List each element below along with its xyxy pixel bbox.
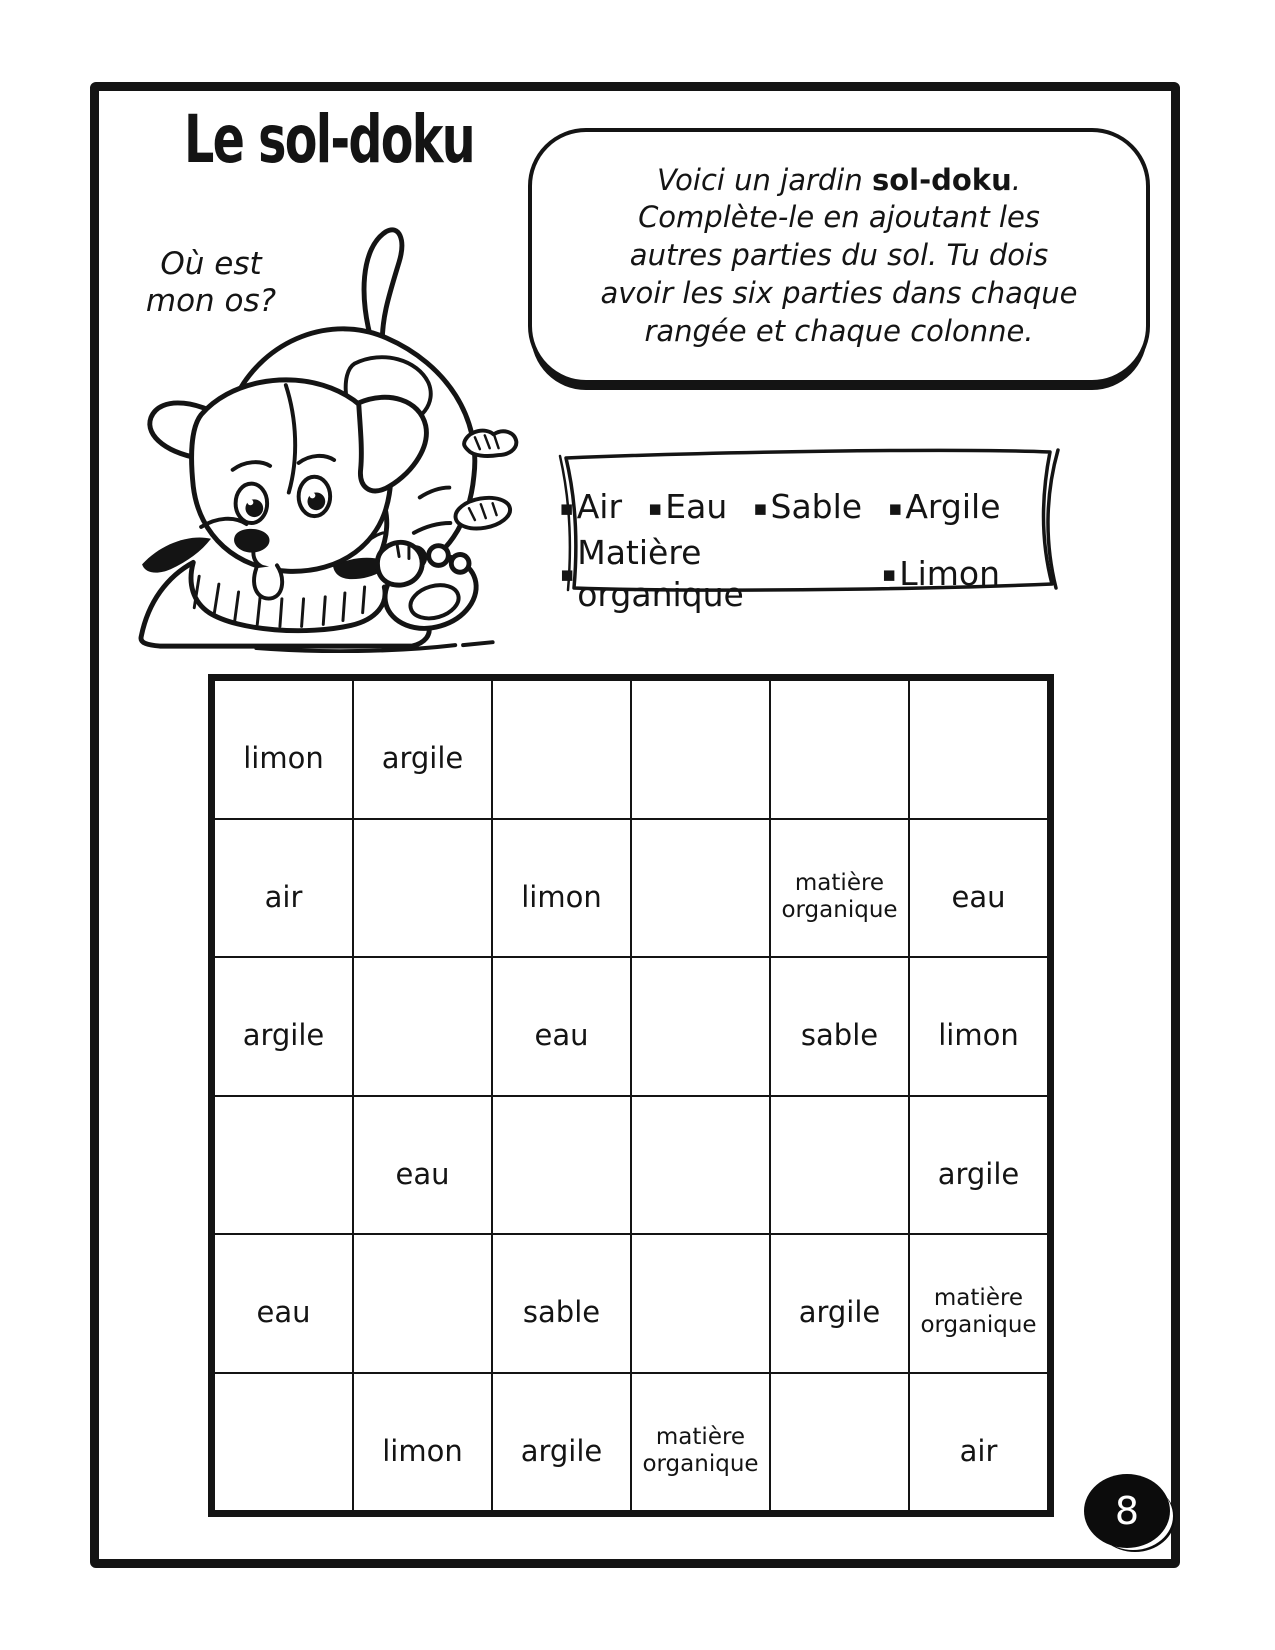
grid-cell-text: argile (520, 1433, 603, 1468)
grid-cell-r3c3 (492, 957, 631, 1096)
grid-cell-r3c2[interactable] (353, 957, 492, 1096)
word-bank-label: Matière organique (577, 533, 744, 614)
grid-cell-r4c1[interactable] (214, 1096, 353, 1235)
grid-cell-r6c2 (353, 1373, 492, 1512)
grid-cell-text: eau (256, 1295, 311, 1330)
instruction-line4: avoir les six parties dans chaque (600, 275, 1078, 310)
grid-cell-r4c5[interactable] (770, 1096, 909, 1235)
grid-cell-r2c6 (909, 819, 1048, 958)
word-bank-item-limon (882, 532, 1000, 615)
grid-cell-r3c5 (770, 957, 909, 1096)
grid-cell-r5c4[interactable] (631, 1234, 770, 1373)
grid-cell-r6c6 (909, 1373, 1048, 1512)
word-bank (560, 486, 1000, 615)
grid-cell-text: limon (243, 741, 324, 776)
instruction-bubble (528, 128, 1150, 384)
bullet-icon: ▪ (753, 495, 768, 520)
grid-cell-r4c3[interactable] (492, 1096, 631, 1235)
page-number-badge (1084, 1474, 1170, 1548)
grid-cell-r2c3 (492, 819, 631, 958)
grid-cell-r2c1 (214, 819, 353, 958)
instruction-line1 (657, 162, 1021, 200)
grid-cell-r1c2 (353, 680, 492, 819)
grid-cell-r5c5 (770, 1234, 909, 1373)
word-bank-label: Argile (905, 487, 1001, 526)
soldoku-grid (208, 674, 1054, 1517)
grid-cell-text: limon (382, 1433, 463, 1468)
instruction-line1-suffix: . (1011, 162, 1021, 197)
dog-speech-line2: mon os? (145, 283, 277, 320)
grid-cell-text: eau (395, 1156, 450, 1191)
grid-cell-text: argile (381, 741, 464, 776)
grid-cell-r5c3 (492, 1234, 631, 1373)
grid-cell-text: sable (800, 1018, 879, 1053)
grid-cell-text: argile (937, 1156, 1020, 1191)
puppy-digging-illustration (138, 200, 542, 653)
word-bank-item-sable (753, 486, 862, 527)
grid-cell-r4c4[interactable] (631, 1096, 770, 1235)
grid-cell-r1c4[interactable] (631, 680, 770, 819)
grid-cell-r3c1 (214, 957, 353, 1096)
page-number: 8 (1114, 1489, 1140, 1533)
grid-cell-r1c6[interactable] (909, 680, 1048, 819)
instruction-line2: Complète-le en ajoutant les (638, 200, 1040, 235)
grid-cell-text: limon (938, 1018, 1019, 1053)
grid-cell-r5c2[interactable] (353, 1234, 492, 1373)
word-bank-item-argile (888, 486, 1000, 527)
dog-tail (364, 230, 402, 346)
bullet-icon: ▪ (881, 562, 897, 587)
grid-cell-text: air (264, 879, 303, 914)
grid-cell-text: matière organique (642, 1423, 759, 1477)
grid-cell-r6c1[interactable] (214, 1373, 353, 1512)
grid-cell-r1c5[interactable] (770, 680, 909, 819)
grid-cell-text: argile (798, 1295, 881, 1330)
grid-cell-text: matière organique (781, 869, 898, 923)
bullet-icon: ▪ (888, 495, 903, 520)
grid-cell-r6c3 (492, 1373, 631, 1512)
grid-cell-text: limon (521, 879, 602, 914)
grid-cell-r2c5 (770, 819, 909, 958)
word-bank-label: Sable (770, 487, 863, 526)
grid-cell-text: sable (522, 1295, 601, 1330)
grid-cell-text: air (959, 1433, 998, 1468)
bullet-icon: ▪ (560, 562, 575, 587)
grid-cell-r5c6 (909, 1234, 1048, 1373)
grid-cell-r1c1 (214, 680, 353, 819)
grid-cell-text: eau (534, 1018, 589, 1053)
word-bank-item-matiere-organique (560, 532, 848, 615)
grid-cell-r4c2 (353, 1096, 492, 1235)
grid-cell-text: matière organique (920, 1285, 1037, 1339)
grid-cell-r3c6 (909, 957, 1048, 1096)
grid-cell-r2c4[interactable] (631, 819, 770, 958)
word-bank-label: Eau (665, 487, 728, 526)
bullet-icon: ▪ (559, 495, 574, 520)
bullet-icon: ▪ (648, 495, 663, 520)
instruction-line1-bold: sol-doku (871, 162, 1012, 197)
grid-cell-text: eau (951, 879, 1006, 914)
instruction-line5: rangée et chaque colonne. (644, 313, 1034, 348)
word-bank-label: Limon (899, 553, 1000, 593)
word-bank-row1 (560, 486, 1001, 527)
grid-cell-text: argile (242, 1018, 325, 1053)
grid-cell-r5c1 (214, 1234, 353, 1373)
grid-cell-r6c5[interactable] (770, 1373, 909, 1512)
word-bank-item-eau (648, 486, 727, 527)
grid-cell-r6c4 (631, 1373, 770, 1512)
grid-cell-r3c4[interactable] (631, 957, 770, 1096)
grid-cell-r1c3[interactable] (492, 680, 631, 819)
word-bank-row2 (560, 532, 1000, 615)
instruction-line1-prefix: Voici un jardin (657, 162, 872, 197)
dog-speech-line1: Où est (160, 246, 262, 282)
instruction-line3: autres parties du sol. Tu dois (629, 238, 1049, 273)
front-paw (377, 542, 422, 585)
page-title: Le sol-doku (184, 102, 474, 179)
grid-cell-r4c6 (909, 1096, 1048, 1235)
word-bank-item-air (560, 486, 623, 527)
grid-cell-r2c2[interactable] (353, 819, 492, 958)
word-bank-label: Air (576, 487, 623, 526)
